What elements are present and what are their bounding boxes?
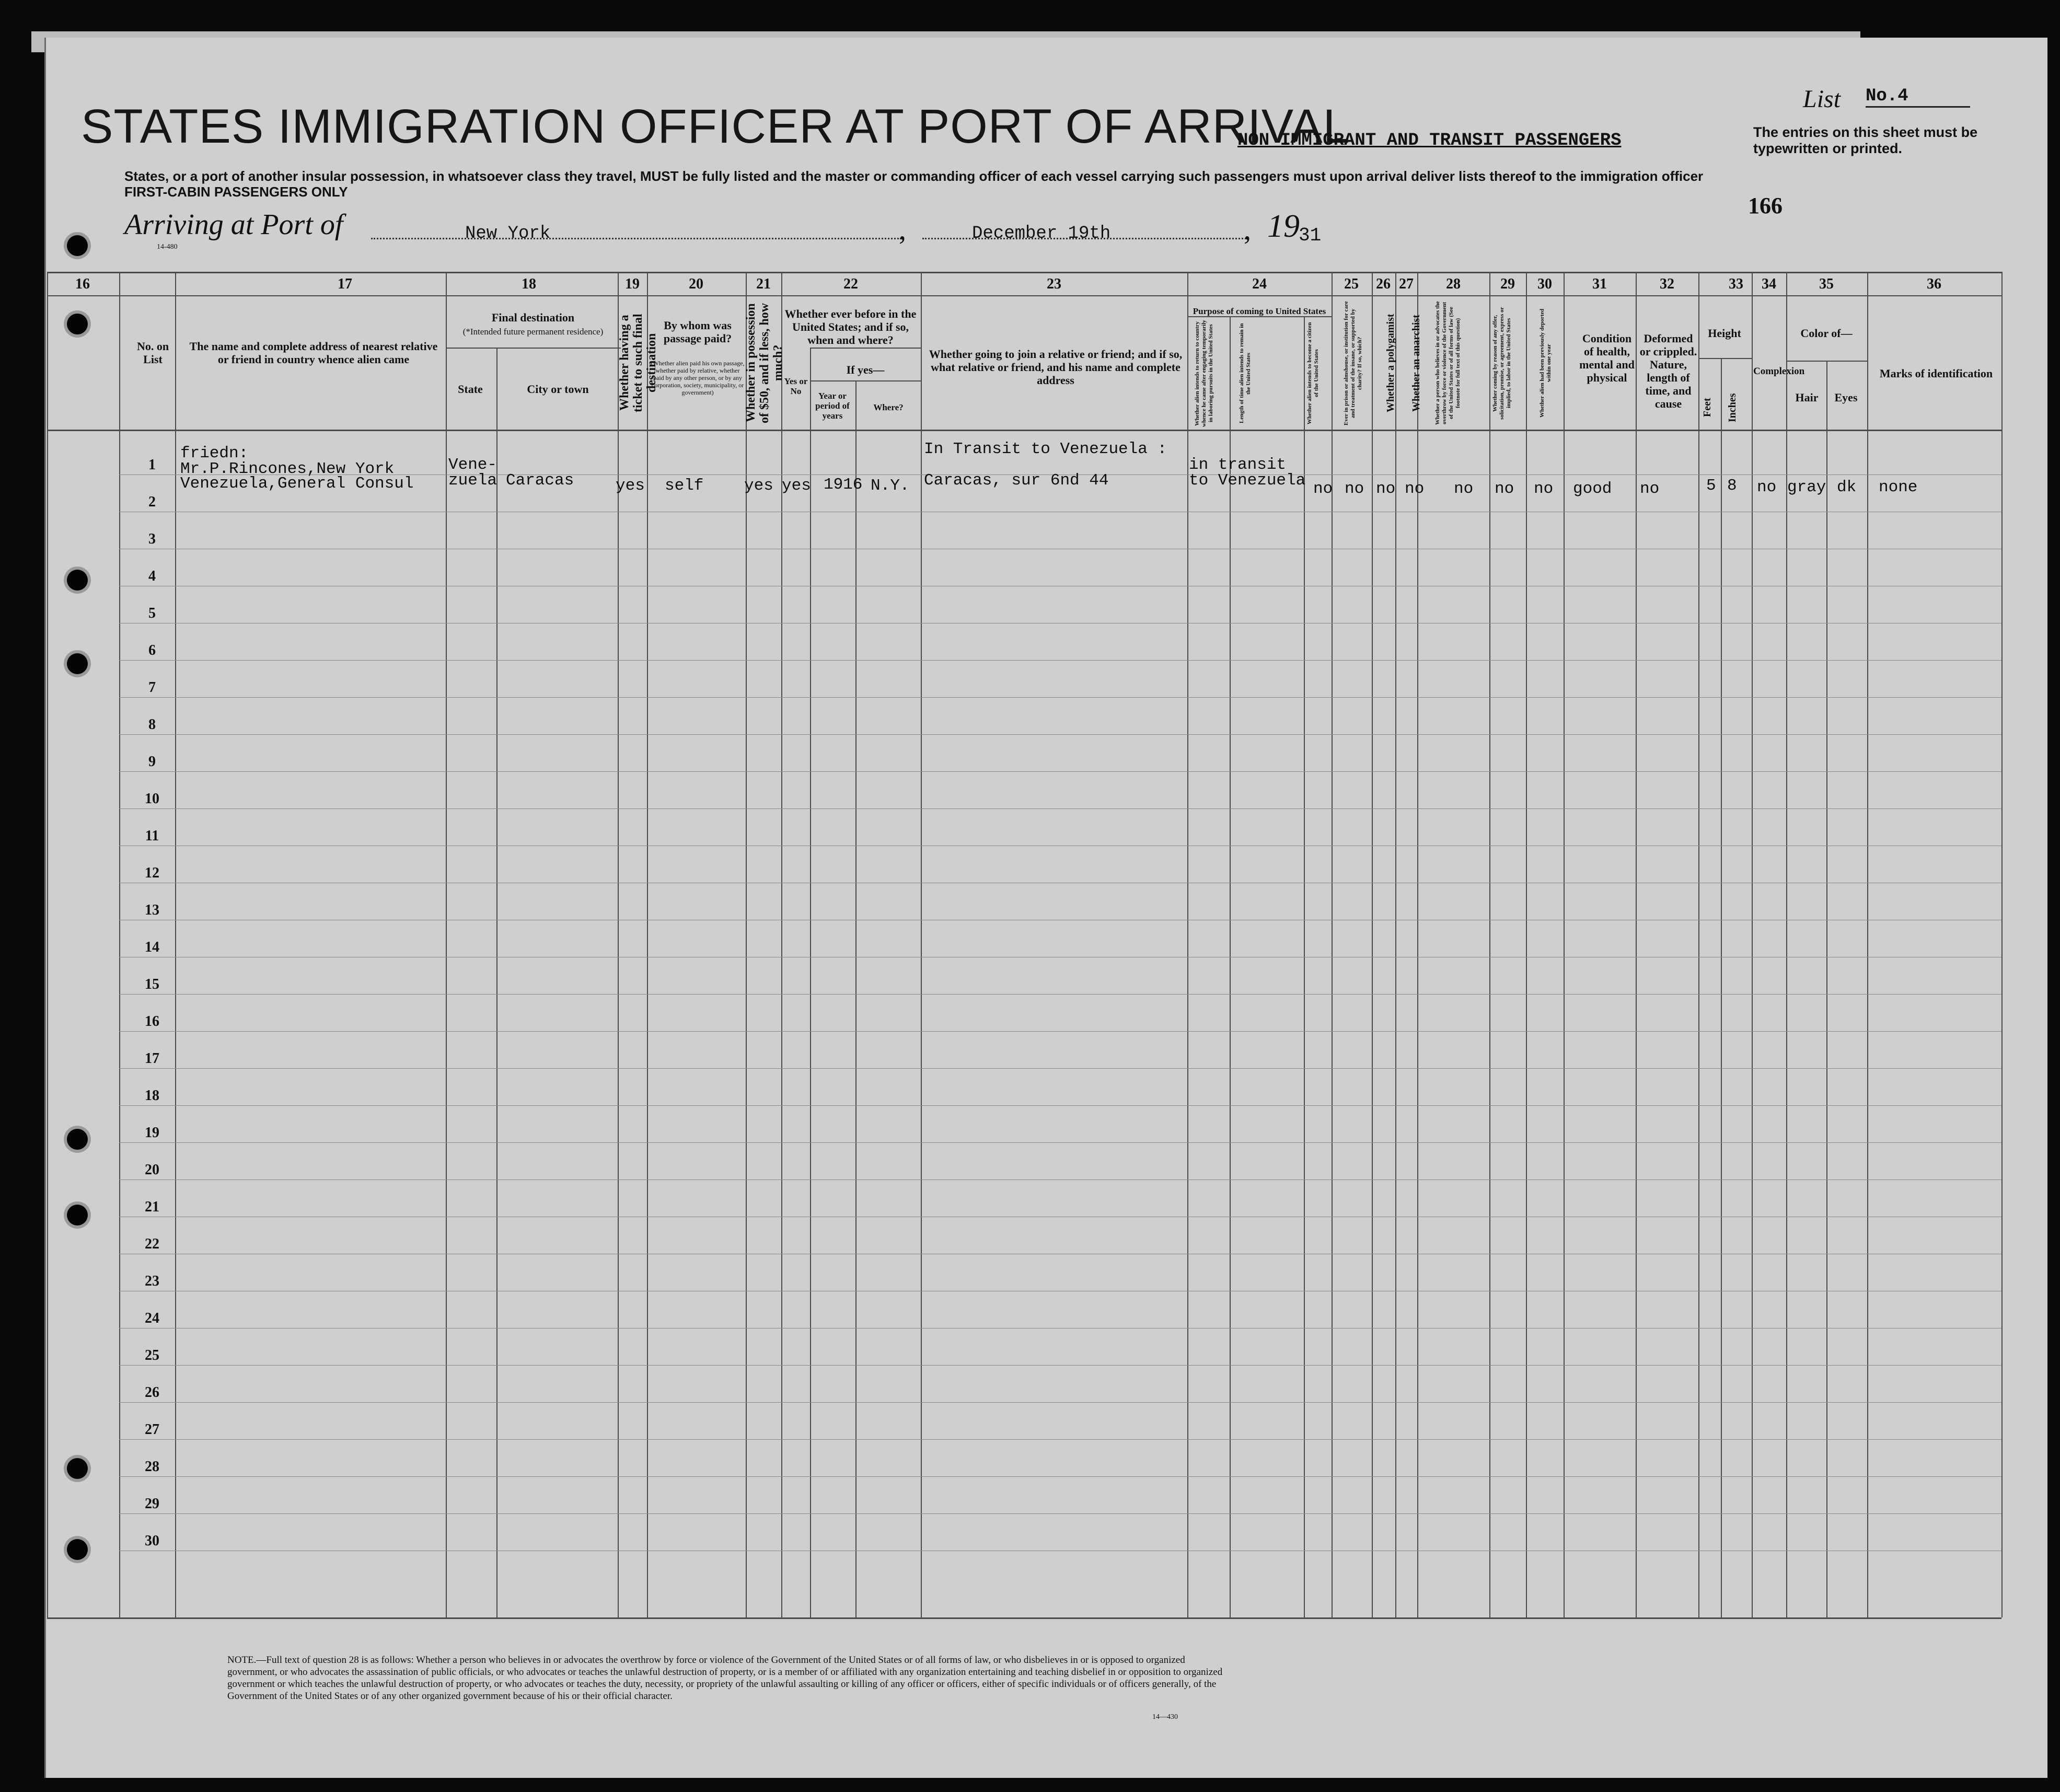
header-inches: Inches (1727, 393, 1738, 422)
row-number: 3 (148, 531, 156, 547)
column-line (1636, 272, 1637, 1617)
row-number: 12 (145, 865, 159, 881)
column-number: 31 (1592, 276, 1607, 292)
entry-relative-line2: Mr.P.Rincones,New York (180, 460, 395, 478)
column-line (1752, 272, 1753, 1617)
separator-comma: , (1244, 214, 1251, 246)
row-line (119, 1513, 2001, 1514)
row-number: 9 (148, 754, 156, 770)
row-line (119, 1402, 2001, 1403)
column-line (119, 272, 120, 1617)
binder-hole (67, 314, 88, 334)
column-number: 29 (1500, 276, 1515, 292)
column-line (1395, 272, 1396, 1617)
header-purpose-return: Whether alien intends to return to country whence he came after engaging temporarily in laboring pursuits in the United States (1194, 320, 1214, 427)
column-line (647, 272, 648, 1617)
header-deformed: Deformed or crippled. Nature, length of time, and cause (1639, 332, 1697, 410)
entry-prison: no (1345, 480, 1364, 498)
header-fifty-dollars: Whether in possession of $50, and if less, how much? (744, 303, 785, 423)
column-number: 19 (625, 276, 640, 292)
header-if-yes: If yes— (846, 363, 885, 376)
table-top-border (47, 272, 2001, 273)
row-number: 25 (145, 1347, 159, 1363)
column-number: 24 (1252, 276, 1267, 292)
row-number: 28 (145, 1459, 159, 1475)
binder-hole (67, 1458, 88, 1479)
column-line (618, 272, 619, 1617)
row-number: 14 (145, 939, 159, 955)
column-number: 25 (1344, 276, 1359, 292)
entry-complexion: no (1757, 478, 1777, 496)
entry-deported: no (1534, 480, 1554, 498)
entry-state-line1: Vene- (448, 456, 497, 474)
column-number: 21 (756, 276, 771, 292)
row-number: 2 (148, 494, 156, 510)
column-line (1867, 272, 1868, 1617)
row-line (119, 1476, 2001, 1477)
ever-before-divider (810, 348, 921, 349)
footer-form-code: 14—430 (1152, 1713, 1178, 1721)
year-prefix: 19 (1267, 209, 1300, 244)
sheet-number: 166 (1748, 193, 1783, 218)
header-state: State (458, 383, 483, 396)
entry-labor-offer: no (1495, 480, 1514, 498)
header-deported: Whether alien had been previously deported within one year (1539, 308, 1552, 418)
intro-text (124, 168, 1770, 200)
row-number: 20 (145, 1162, 159, 1178)
final-destination-divider (446, 348, 621, 349)
column-number: 33 (1729, 276, 1743, 292)
entry-hair: gray (1787, 478, 1826, 496)
column-line (446, 272, 447, 1617)
binder-hole (67, 235, 88, 256)
header-year: Year or period of years (815, 391, 850, 421)
header-labor-offer: Whether coming by reason of any offer, solicitation, promise, or agreement, express or implied, to labor in the United States (1492, 307, 1512, 420)
column-line (1372, 272, 1373, 1617)
row-number: 23 (145, 1273, 159, 1289)
column-line (1489, 272, 1490, 1617)
header-city: City or town (527, 383, 589, 396)
row-number: 10 (145, 791, 159, 807)
header-purpose: Purpose of coming to United States (1193, 306, 1326, 316)
header-purpose-citizen: Whether alien intends to become a citizen of the United States (1306, 322, 1320, 425)
entry-purpose-line2: to Venezuela (1189, 471, 1306, 490)
column-number: 27 (1399, 276, 1414, 292)
column-line (1187, 272, 1188, 1617)
row-number: 22 (145, 1236, 159, 1252)
color-divider (1786, 361, 1867, 362)
column-number: 17 (338, 276, 352, 292)
row-number: 16 (145, 1013, 159, 1030)
column-line (1786, 272, 1787, 1617)
column-line (1332, 272, 1333, 1617)
header-prison: Ever in prison or almshouse, or institution for care and treatment of the insane, or supported by charity? If so, which? (1343, 301, 1363, 425)
header-health: Condition of health, mental and physical (1579, 332, 1635, 384)
row-number: 1 (148, 457, 156, 473)
row-line (119, 1365, 2001, 1366)
column-number: 28 (1446, 276, 1461, 292)
column-number: 26 (1376, 276, 1391, 292)
row-number: 30 (145, 1533, 159, 1549)
row-number: 13 (145, 902, 159, 918)
date-value: December 19th (972, 224, 1111, 244)
header-where: Where? (873, 402, 904, 412)
entry-ticket: yes (616, 477, 645, 495)
row-line (119, 771, 2001, 772)
row-number: 21 (145, 1199, 159, 1215)
list-label: List (1803, 85, 1841, 113)
binder-hole (67, 570, 88, 591)
year-suffix: 31 (1299, 225, 1322, 246)
column-line (1526, 272, 1527, 1617)
row-line (119, 1031, 2001, 1032)
row-number: 19 (145, 1125, 159, 1141)
header-bottom-border (47, 430, 2001, 431)
row-line (119, 1068, 2001, 1069)
row-number: 6 (148, 642, 156, 658)
header-feet: Feet (1702, 398, 1713, 418)
manifest-sheet (44, 38, 2047, 1778)
binder-hole (67, 653, 88, 674)
column-line (921, 272, 922, 1617)
row-number: 17 (145, 1050, 159, 1067)
column-number: 23 (1047, 276, 1061, 292)
entry-city: Caracas (506, 471, 574, 490)
header-passage-paid: By whom was passage paid? (663, 319, 732, 345)
column-line (1417, 272, 1418, 1617)
entry-purpose-line1: in transit (1189, 456, 1287, 474)
header-anarchist: Whether an anarchist (1410, 315, 1422, 412)
header-height: Height (1708, 327, 1741, 340)
column-number-row-border (47, 295, 2001, 296)
column-line (496, 348, 497, 1617)
entry-health: good (1573, 480, 1612, 498)
form-code: 14-480 (157, 243, 178, 251)
header-nearest-relative: The name and complete address of nearest relative or friend in country whence alien came (189, 340, 438, 366)
row-number: 29 (145, 1496, 159, 1512)
column-number: 30 (1537, 276, 1552, 292)
column-line (2001, 272, 2003, 1617)
entry-polygamist: no (1376, 480, 1396, 498)
column-line (781, 272, 782, 1617)
header-ever-before: Whether ever before in the United States; and if so, when and where? (784, 307, 917, 346)
height-divider (1698, 358, 1752, 359)
column-number: 18 (522, 276, 536, 292)
column-line (1564, 272, 1565, 1617)
column-line (1698, 272, 1699, 1617)
column-line (810, 348, 811, 1617)
header-complexion: Complexion (1753, 366, 1805, 377)
header-polygamist: Whether a polygamist (1385, 314, 1396, 413)
typewritten-instruction: The entries on this sheet must be typewritten or printed. (1753, 124, 1978, 156)
entry-year: 1916 (824, 476, 863, 494)
intro-class: FIRST-CABIN PASSENGERS ONLY (124, 184, 348, 200)
row-number: 18 (145, 1088, 159, 1104)
intro-text-body: States, or a port of another insular possession, in whatsoever class they travel, MUST be fully listed and the master or commanding officer of each vessel carrying such passengers must upon arrival deliver lists thereof to the immigration officer (124, 168, 1704, 184)
entry-feet: 5 (1706, 477, 1716, 495)
column-line (746, 272, 747, 1617)
binder-hole (67, 1539, 88, 1560)
arriving-label: Arriving at Port of (124, 209, 343, 241)
row-number: 27 (145, 1421, 159, 1438)
header-purpose-length: Length of time alien intends to remain in the United States (1239, 323, 1252, 424)
entry-where: N.Y. (871, 477, 910, 495)
binder-hole (67, 1205, 88, 1226)
row-number: 4 (148, 568, 156, 584)
column-line (855, 380, 857, 1617)
header-ticket: Whether having a ticket to such final destination (618, 314, 658, 412)
separator-comma: , (899, 214, 906, 246)
header-no-on-list: No. on List (136, 340, 169, 366)
row-line (119, 1142, 2001, 1143)
header-overthrow: Whether a person who believes in or advocates the overthrow by force or violence of the Government of the United States or of all forms of law (See footnote for full text of this question) (1434, 301, 1461, 425)
entry-state-line2: zuela (448, 471, 497, 490)
entry-overthrow: no (1454, 480, 1474, 498)
entry-deformed: no (1640, 480, 1660, 498)
purpose-divider (1188, 316, 1332, 317)
header-color-of: Color of— (1800, 327, 1853, 340)
column-number: 34 (1762, 276, 1776, 292)
column-number: 35 (1819, 276, 1834, 292)
table-bottom-border (47, 1617, 2001, 1619)
header-final-destination-note: (*Intended future permanent residence) (462, 327, 604, 337)
row-line (119, 994, 2001, 995)
row-number: 7 (148, 679, 156, 696)
passenger-type-stamp: NON IMMIGRANT AND TRANSIT PASSENGERS (1237, 131, 1622, 151)
row-number: 15 (145, 976, 159, 992)
column-number: 32 (1660, 276, 1674, 292)
footnote-question-28: NOTE.—Full text of question 28 is as follows: Whether a person who believes in or advocates the overthrow by force or violence of the Government of the United States or of all forms of law, or who disbelieves in or is opposed to organized government, or who advocates the assassination of public officials, or who advocates or teaches the unlawful destruction of property, or is a member of or affiliated with any organization entertaining and teaching disbelief in or opposition to organized government or which teaches the unlawful destruction of property, or who advocates or teaches the duty, necessity, or propriety of the unlawful assaulting or killing of any officer or officers, either of specific individuals or of officers generally, of the Government of the United States or of any other organized government because of his or their official character. (227, 1655, 1223, 1702)
row-line (119, 1439, 2001, 1440)
header-marks: Marks of identification (1879, 367, 1993, 380)
column-number: 16 (75, 276, 90, 292)
entry-anarchist: no (1405, 480, 1425, 498)
column-number: 20 (689, 276, 703, 292)
row-line (119, 808, 2001, 809)
header-eyes: Eyes (1834, 391, 1858, 404)
entry-ever-before: yes (782, 477, 811, 495)
list-number: No.4 (1866, 86, 1970, 108)
row-number: 24 (145, 1310, 159, 1326)
entry-paid-by: self (665, 477, 704, 495)
column-number: 22 (843, 276, 858, 292)
row-line (119, 734, 2001, 735)
entry-eyes: dk (1837, 478, 1857, 496)
port-field-line (371, 238, 901, 239)
row-line (119, 1105, 2001, 1106)
row-line (119, 660, 2001, 661)
if-yes-divider (810, 380, 921, 381)
header-passage-paid-note: (Whether alien paid his own passage, whether paid by relative, whether paid by any other person, or by any corporation, society, municipality, or government) (651, 360, 745, 396)
header-yes-or-no: Yes or No (784, 376, 808, 396)
entry-joining-line2: Caracas, sur 6nd 44 (924, 471, 1109, 490)
row-line (119, 697, 2001, 698)
entry-relative-line3: Venezuela,General Consul (180, 475, 414, 493)
entry-marks: none (1879, 478, 1918, 496)
entry-joining-line1: In Transit to Venezuela : (924, 440, 1167, 458)
column-number: 36 (1927, 276, 1941, 292)
entry-inches: 8 (1727, 477, 1737, 495)
entry-has-50: yes (744, 477, 773, 495)
column-line (47, 272, 48, 1617)
port-value: New York (465, 224, 551, 244)
row-number: 8 (148, 716, 156, 733)
binder-hole (67, 1129, 88, 1150)
entry-citizen: no (1313, 480, 1333, 498)
row-number: 26 (145, 1384, 159, 1401)
row-number: 11 (145, 828, 159, 844)
row-number: 5 (148, 605, 156, 621)
column-line (1721, 358, 1722, 1617)
header-final-destination: Final destination (491, 311, 575, 324)
entry-relative-line1: friedn: (180, 444, 249, 463)
header-hair: Hair (1795, 391, 1819, 404)
header-joining-relative: Whether going to join a relative or friend; and if so, what relative or friend, and his name and complete address (929, 348, 1183, 387)
page-title: STATES IMMIGRATION OFFICER AT PORT OF ARRIVAL (81, 100, 1350, 153)
